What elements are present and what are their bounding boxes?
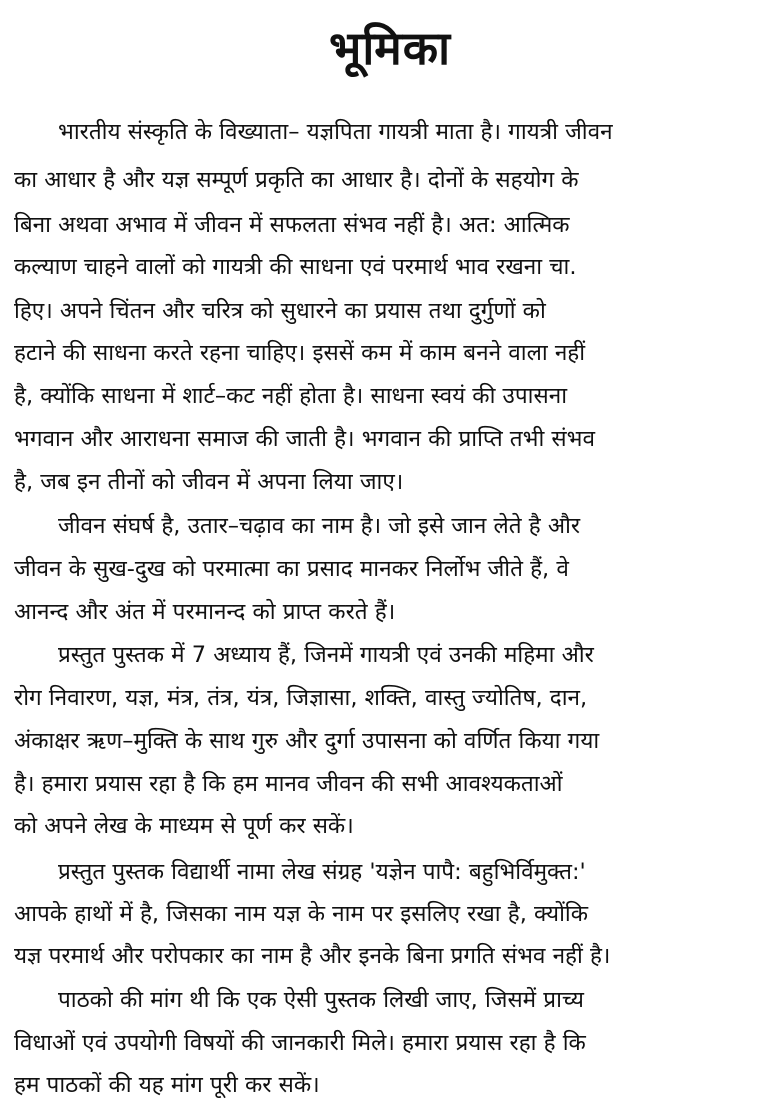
- text-line: यज्ञ परमार्थ और परोपकार का नाम है और इनके बिना प्रगति संभव नहीं है।: [14, 943, 611, 969]
- text-line: आनन्द और अंत में परमानन्द को प्राप्त करते हैं।: [14, 599, 396, 625]
- text-line: है, क्योंकि साधना में शार्ट–कट नहीं होता है। साधना स्वयं की उपासना: [14, 383, 568, 409]
- text-line: कल्याण चाहने वालों को गायत्री की साधना एवं परमार्थ भाव रखना चा.: [14, 254, 577, 280]
- text-line: रोग निवारण, यज्ञ, मंत्र, तंत्र, यंत्र, जिज्ञासा, शक्ति, वास्तु ज्योतिष, दान,: [14, 685, 588, 711]
- text-line: विधाओं एवं उपयोगी विषयों की जानकारी मिले। हमारा प्रयास रहा है कि: [14, 1030, 586, 1056]
- text-line: पाठको की मांग थी कि एक ऐसी पुस्तक लिखी जाए, जिसमें प्राच्य: [58, 987, 584, 1013]
- text-line: आपके हाथों में है, जिसका नाम यज्ञ के नाम पर इसलिए रखा है, क्योंकि: [14, 901, 589, 927]
- text-line: हटाने की साधना करते रहना चाहिए। इससें कम में काम बनने वाला नहीं: [14, 340, 586, 366]
- text-line: अंकाक्षर ऋण–मुक्ति के साथ गुरु और दुर्गा उपासना को वर्णित किया गया: [14, 728, 600, 754]
- text-line: है, जब इन तीनों को जीवन में अपना लिया जाए।: [14, 469, 404, 495]
- text-line: का आधार है और यज्ञ सम्पूर्ण प्रकृति का आधार है। दोनों के सहयोग के: [14, 167, 579, 193]
- text-line: प्रस्तुत पुस्तक विद्यार्थी नामा लेख संग्रह 'यज्ञेन पापै: बहुभिर्विमुक्त:': [58, 859, 586, 885]
- page-title: भूमिका: [328, 21, 451, 75]
- text-line: हिए। अपने चिंतन और चरित्र को सुधारने का प्रयास तथा दुर्गुणों को: [14, 298, 546, 324]
- text-line: प्रस्तुत पुस्तक में 7 अध्याय हैं, जिनमें गायत्री एवं उनकी महिमा और: [58, 642, 594, 668]
- text-line: जीवन संघर्ष है, उतार–चढ़ाव का नाम है। जो इसे जान लेते है और: [58, 513, 581, 539]
- text-line: बिना अथवा अभाव में जीवन में सफलता संभव नहीं है। अत: आत्मिक: [14, 212, 570, 238]
- text-line: हम पाठकों की यह मांग पूरी कर सकें।: [14, 1072, 320, 1098]
- text-line: भारतीय संस्कृति के विख्याता– यज्ञपिता गायत्री माता है। गायत्री जीवन: [58, 119, 613, 145]
- text-line: है। हमारा प्रयास रहा है कि हम मानव जीवन की सभी आवश्यकताओं: [14, 771, 563, 797]
- text-line: जीवन के सुख-दुख को परमात्मा का प्रसाद मानकर निर्लोभ जीते हैं, वे: [14, 556, 569, 582]
- text-line: को अपने लेख के माध्यम से पूर्ण कर सकें।: [14, 813, 354, 839]
- text-line: भगवान और आराधना समाज की जाती है। भगवान की प्राप्ति तभी संभव: [14, 426, 595, 452]
